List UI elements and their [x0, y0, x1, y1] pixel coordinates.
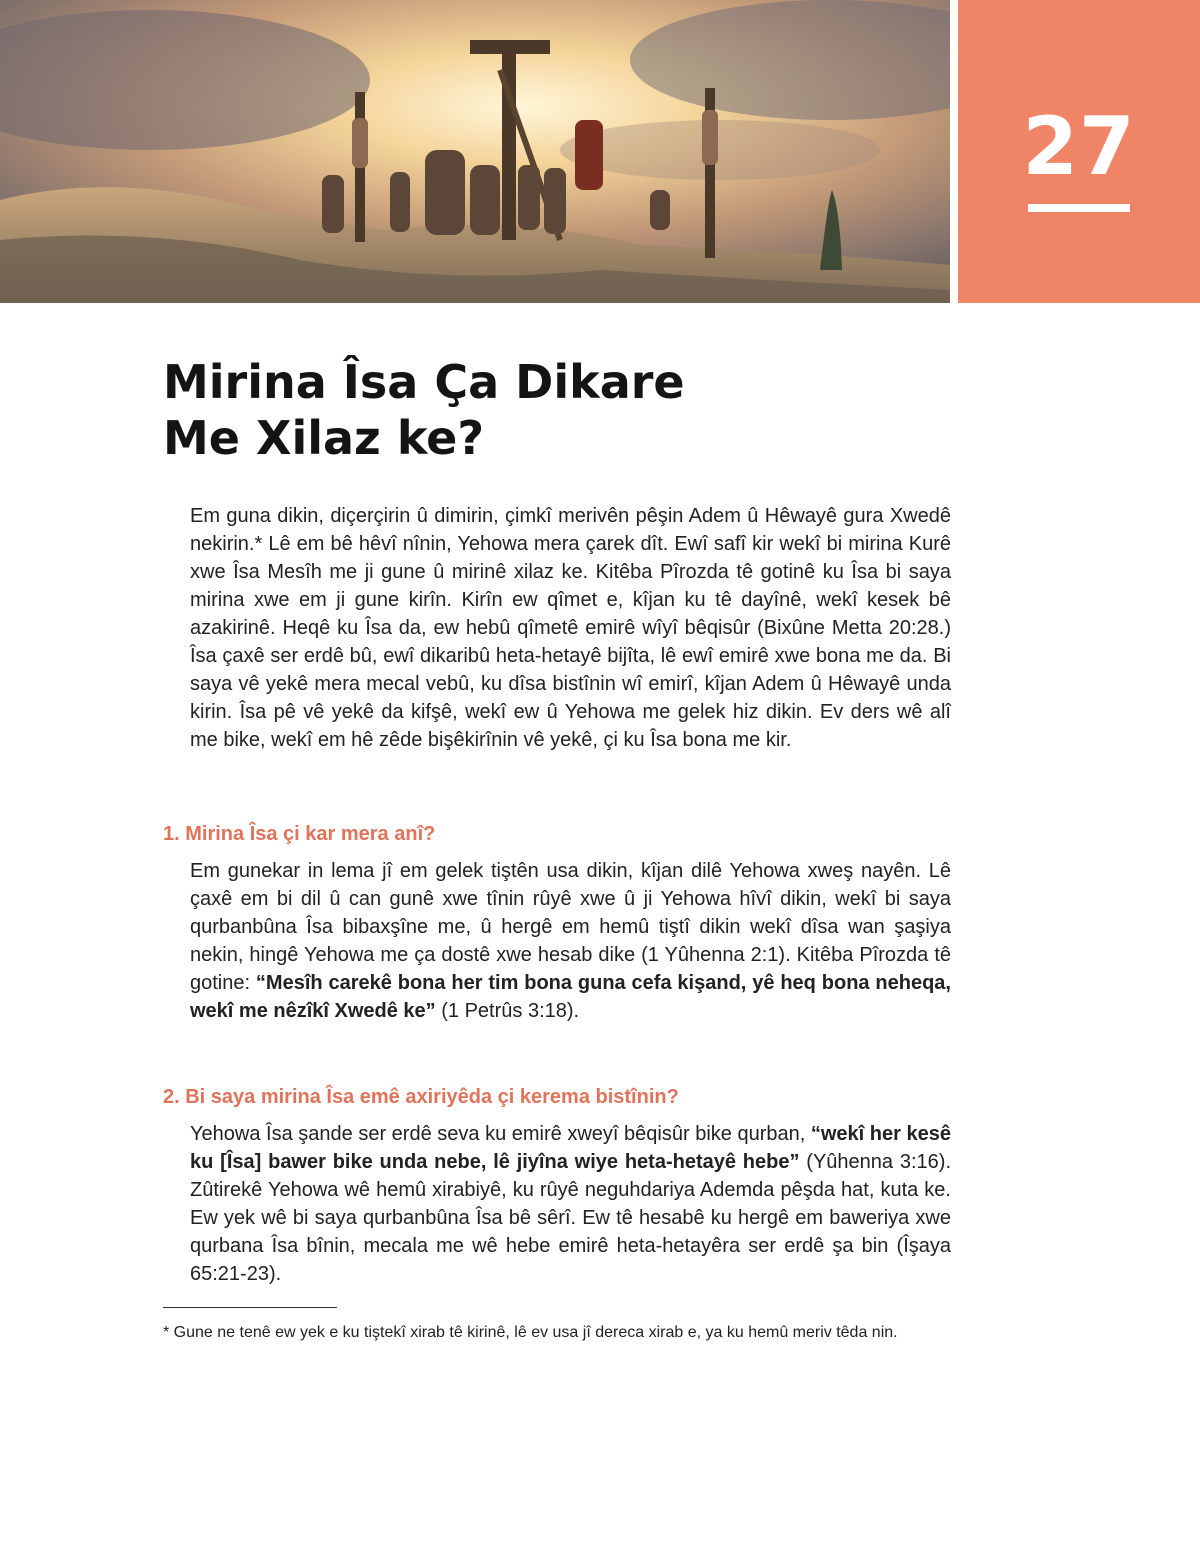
question-2: 2. Bi saya mirina Îsa emê axiriyêda çi kerema bistînin? [163, 1086, 679, 1108]
footnote-divider [163, 1307, 337, 1308]
lesson-title-line-1: Mirina Îsa Ça Dikare [163, 355, 685, 409]
hero-image [0, 0, 950, 303]
lesson-title-line-2: Me Xilaz ke? [163, 411, 485, 465]
chapter-number: 27 [1022, 100, 1136, 193]
answer-1 [190, 857, 951, 1025]
chapter-number-box [958, 0, 1200, 303]
answer-1-text: Em gunekar in lema jî em gelek tiştên usa dikin, kîjan dilê Yehowa xweş nayên. Lê çaxê em bi dil û can gunê xwe tînin rûyê xwe û ji Yehowa hîvî dikin, wekî bi saya qurbanbûna Îsa bibaxşîne me, û hergê em hemû tiştî dikin wekî dîsa wan şaşiya nekin, hingê Yehowa me ça dostê xwe hesab dike (1 Yûhenna 2:1). Kitêba Pîrozda tê gotine: [190, 860, 951, 994]
answer-2-text: Yehowa Îsa şande ser erdê seva ku emirê xweyî bêqisûr bike qurban, [190, 1123, 811, 1145]
answer-2 [190, 1120, 951, 1288]
answer-1-quote: “Mesîh carekê bona her tim bona guna cefa kişand, yê heq bona neheqa, wekî me nêzîkî Xwedê ke” [190, 972, 951, 1022]
question-1: 1. Mirina Îsa çi kar mera anî? [163, 823, 436, 845]
lesson-title [163, 354, 923, 466]
footnote: * Gune ne tenê ew yek e ku tiştekî xirab tê kirinê, lê ev usa jî dereca xirab e, ya ku hemû meriv têda nin. [163, 1324, 898, 1341]
chapter-underline [1028, 204, 1130, 212]
answer-1-ref: (1 Petrûs 3:18). [435, 1000, 580, 1022]
answer-2-rest: (Yûhenna 3:16). Zûtirekê Yehowa wê hemû xirabiyê, ku rûyê neguhdariya Ademda pêşda hat, kuta ke. Ew yek wê bi saya qurbanbûna Îsa bê sêrî. Ew tê hesabê ku hergê em baweriya xwe qurbana Îsa bînin, mecala me wê hebe emirê heta-hetayêra ser erdê şa bin (Îşaya 65:21-23). [190, 1151, 951, 1285]
answer-2-quote: “wekî her kesê ku [Îsa] bawer bike unda nebe, lê jiyîna wiye heta-hetayê hebe” [190, 1123, 951, 1173]
intro-paragraph: Em guna dikin, diçerçirin û dimirin, çimkî merivên pêşin Adem û Hêwayê gura Xwedê nekirin.* Lê em bê hêvî nînin, Yehowa mera çarek dît. Ewî safî kir wekî bi mirina Kurê xwe Îsa Mesîh me ji gune û mirinê xilaz ke. Kitêba Pîrozda tê gotinê ku Îsa bi saya mirina xwe em ji gune kirîn. Kirîn ew qîmet e, kîjan ku tê dayînê, wekî kesek bê azakirinê. Heqê ku Îsa da, ew hebû qîmetê emirê wîyî bêqisûr (Bixûne Metta 20:28.) Îsa çaxê ser erdê bû, ewî dikaribû heta-hetayê bijîta, lê ewî emirê xwe bona me da. Bi saya vê yekê mera mecal vebû, ku dîsa bistînin wî emirî, kîjan Adem û Hêwayê unda kirin. Îsa pê vê yekê da kifşê, wekî ew û Yehowa me gelek hiz dikin. Ev ders wê alî me bike, wekî em hê zêde bişêkirînin vê yekê, çi ku Îsa bona me kir. [190, 505, 951, 751]
